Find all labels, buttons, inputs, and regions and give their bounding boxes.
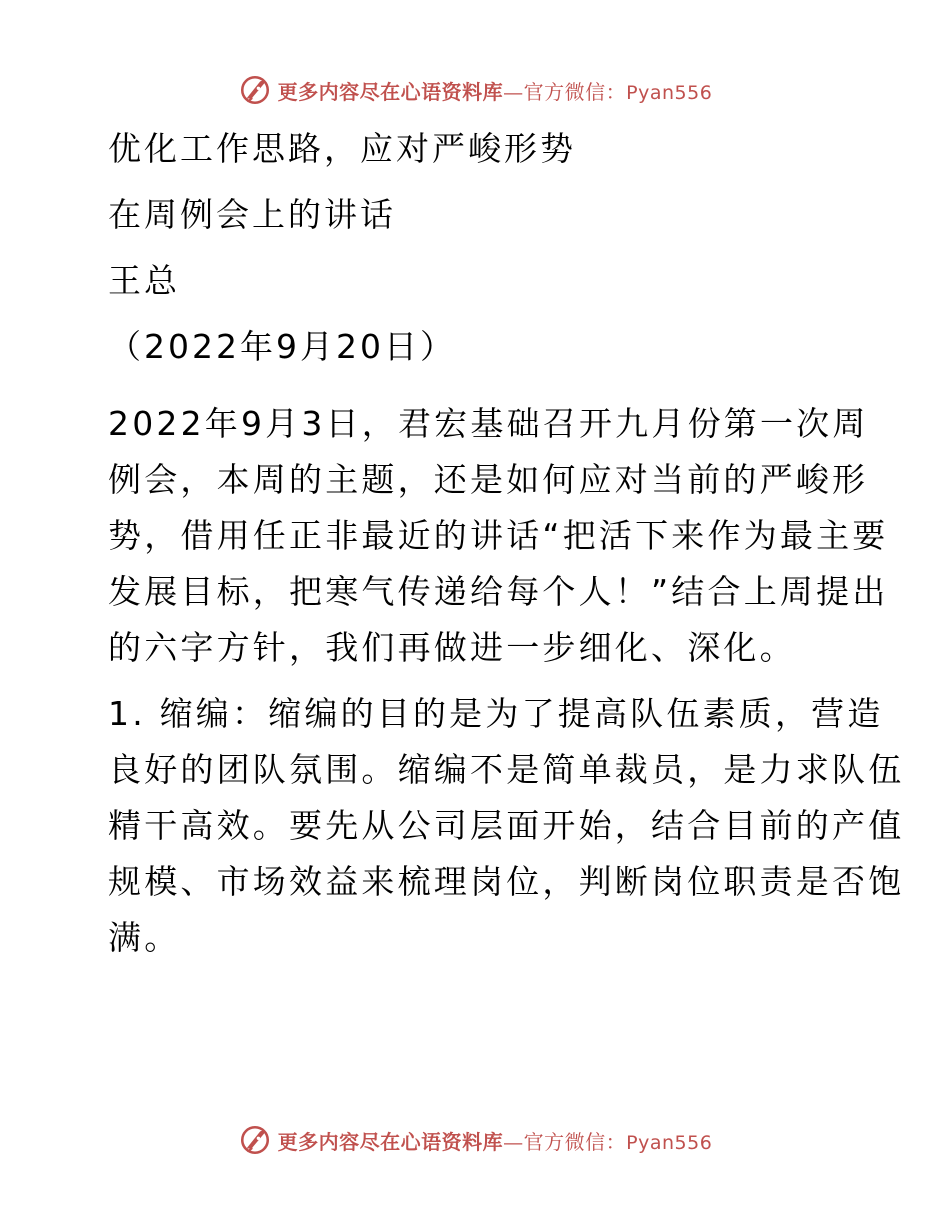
paragraph-line: 规模、市场效益来梳理岗位，判断岗位职责是否饱 [108,862,905,901]
watermark-text [278,1126,713,1155]
footer-watermark [0,1120,950,1160]
paragraph-line: 精干高效。要先从公司层面开始，结合目前的产值 [108,806,905,845]
paragraph-line: 2022年9月3日，君宏基础召开九月份第一次周 [108,404,869,443]
paragraph-line: 例会，本周的主题，还是如何应对当前的严峻形 [108,460,869,499]
feather-pen-logo-icon [238,1123,272,1157]
document-date: （2022年9月20日） [108,327,456,366]
paragraph-line: 势，借用任正非最近的讲话“把活下来作为最主要 [108,516,889,555]
paragraph-intro [108,396,889,676]
watermark-separator: — [503,1129,524,1154]
paragraph-item-1 [108,686,905,966]
watermark-brand: 更多内容尽在心语资料库 [277,79,504,104]
document-body [108,124,905,976]
watermark-wechat-id: Pyan556 [626,1131,713,1154]
document-author: 王总 [108,261,180,300]
watermark-text [278,76,713,105]
paragraph-line: 满。 [108,918,181,957]
watermark-separator: — [503,79,524,104]
paragraph-line: 的六字方针，我们再做进一步细化、深化。 [108,628,796,667]
paragraph-line: 发展目标，把寒气传递给每个人！”结合上周提出 [108,572,889,611]
document-title: 优化工作思路，应对严峻形势 [108,129,576,168]
watermark-brand: 更多内容尽在心语资料库 [277,1129,504,1154]
paragraph-line: 良好的团队氛围。缩编不是简单裁员，是力求队伍 [108,750,905,789]
watermark-wechat-label: 官方微信： [523,1129,627,1154]
paragraph-line: 1. 缩编：缩编的目的是为了提高队伍素质，营造 [108,694,884,733]
feather-pen-logo-icon [238,73,272,107]
document-subtitle: 在周例会上的讲话 [108,195,396,234]
watermark-wechat-id: Pyan556 [626,81,713,104]
watermark-wechat-label: 官方微信： [523,79,627,104]
header-watermark [0,70,950,110]
